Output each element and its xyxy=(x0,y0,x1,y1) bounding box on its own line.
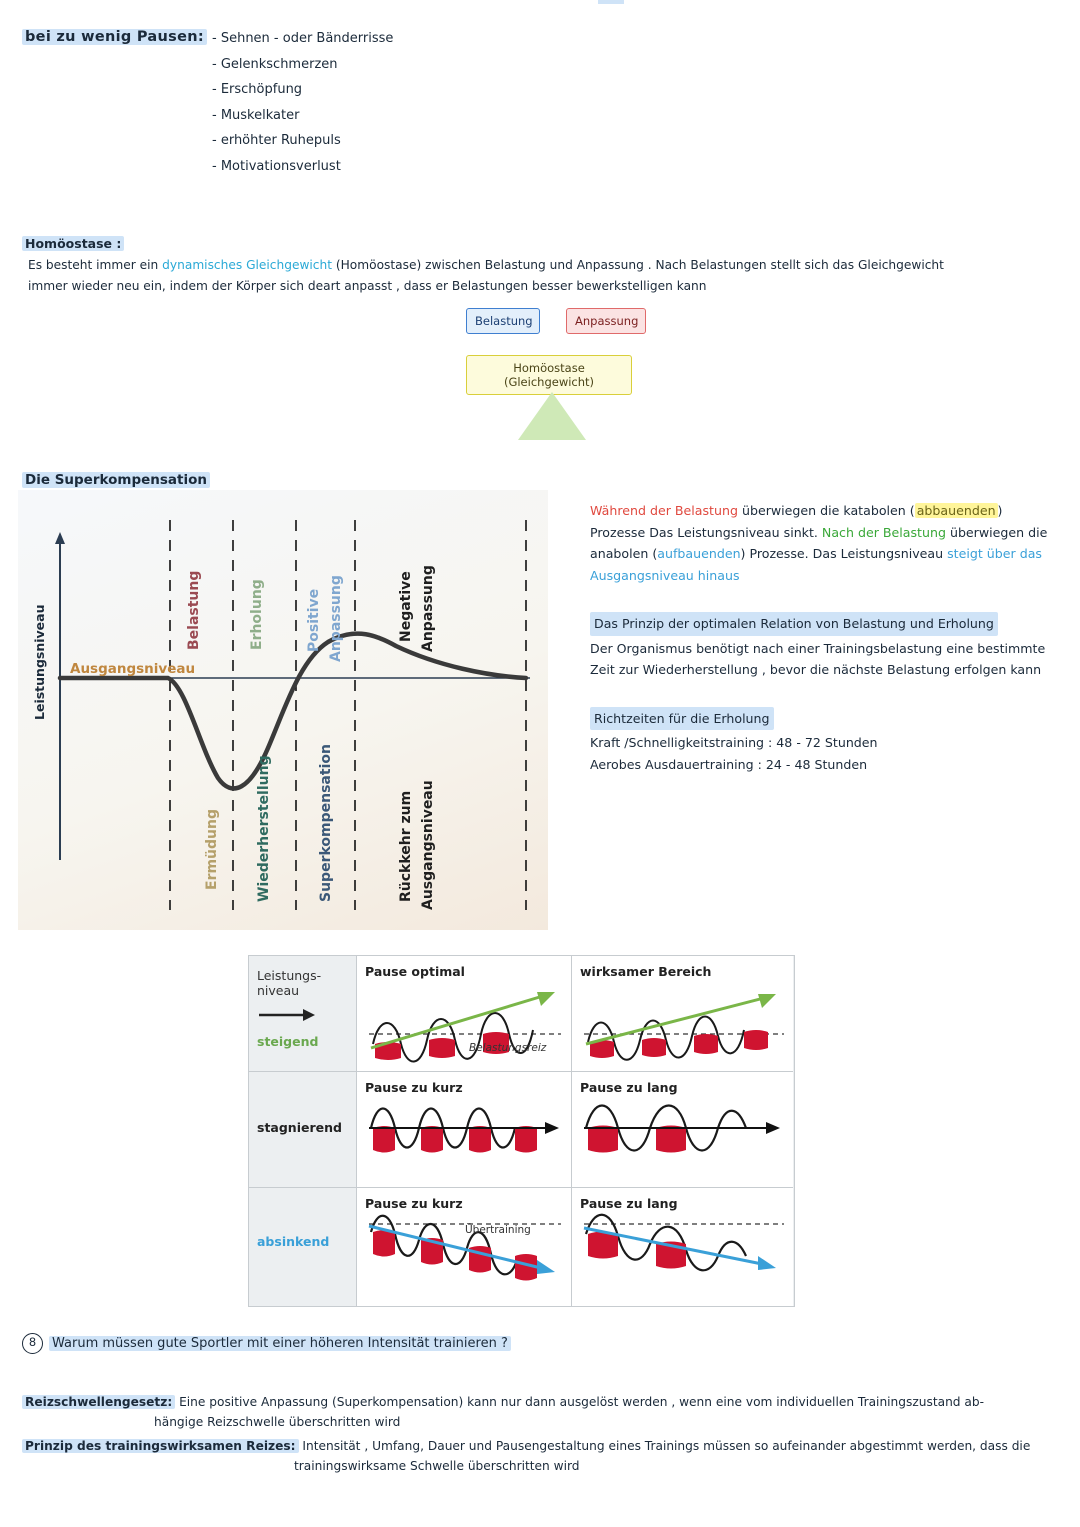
definition-line-1: Intensität , Umfang, Dauer und Pausengestaltung eines Trainings müssen so aufeinander abgestimmt werden, dass die xyxy=(302,1439,1031,1453)
list-item: - erhöhter Ruhepuls xyxy=(212,133,341,148)
pause-zu-kurz-diagram xyxy=(365,1098,565,1178)
box-belastung: Belastung xyxy=(466,308,540,334)
note-body-prinzip: Der Organismus benötigt nach einer Trainingsbelastung eine bestimmte Zeit zur Wiederherstellung , bevor die nächste Belastung erfolgen kann xyxy=(590,640,1046,677)
chart-title: Die Superkompensation xyxy=(22,472,210,488)
list-item: - Erschöpfung xyxy=(212,82,303,97)
arrow-up-icon xyxy=(257,1004,317,1026)
definitions-section xyxy=(22,1392,1062,1480)
triangle-shape xyxy=(518,392,586,440)
homoeostase-section xyxy=(22,236,1062,297)
pause-cell-zu-lang-absinkend: Pause zu lang xyxy=(572,1188,793,1306)
row-label-steigend: steigend xyxy=(257,1034,319,1049)
svg-text:Wiederherstellung: Wiederherstellung xyxy=(256,755,272,902)
page-top-marker xyxy=(598,0,624,4)
note-emph-aufbauenden: aufbauenden xyxy=(657,546,741,561)
definition-line-2: trainingswirksame Schwelle überschritten wird xyxy=(294,1459,580,1473)
note-richtzeit-1: Kraft /Schnelligkeitstraining : 48 - 72 Stunden xyxy=(590,735,878,750)
list-item: - Muskelkater xyxy=(212,107,300,123)
pause-table-axis-label: Leistungs- niveau steigend xyxy=(249,956,357,1072)
row-label-absinkend: absinkend xyxy=(257,1234,330,1249)
svg-text:Belastung: Belastung xyxy=(186,570,202,650)
pause-zu-lang-diagram xyxy=(580,1098,788,1178)
pause-cell-wirksam: wirksamer Bereich xyxy=(572,956,793,1072)
note-head-prinzip: Das Prinzip der optimalen Relation von Belastung und Erholung xyxy=(590,612,998,636)
homoeostase-text xyxy=(28,255,963,297)
svg-text:Rückkehr zum: Rückkehr zum xyxy=(398,790,414,902)
homoeostase-text-part2: (Homöostase) zwischen Belastung und Anpassung . Nach Belastungen stellt sich das Gleichgewicht immer wieder neu ein, indem der Körper sich deart anpasst , dass er Belastungen besser bewerkstelligen kann xyxy=(28,258,944,293)
question-row xyxy=(22,1333,511,1354)
note-emph-waehrend: Während der Belastung xyxy=(590,503,738,518)
definition-term: Reizschwellengesetz: xyxy=(22,1395,175,1409)
box-anpassung: Anpassung xyxy=(566,308,646,334)
svg-text:Ausgangsniveau: Ausgangsniveau xyxy=(70,661,196,677)
note-emph-nach: Nach der Belastung xyxy=(821,524,946,540)
homoeostase-highlight: dynamisches Gleichgewicht xyxy=(162,258,332,272)
top-section xyxy=(22,26,642,174)
pause-cell-zu-lang-stagnierend: Pause zu lang xyxy=(572,1072,793,1188)
pause-zu-lang-absinkend-diagram xyxy=(580,1210,788,1296)
annotation-uebertraining: Übertraining xyxy=(465,1224,531,1236)
row-label-cell-absinkend xyxy=(249,1188,357,1306)
definition-trainingswirksamer-reiz xyxy=(22,1436,1062,1476)
svg-text:Superkompensation: Superkompensation xyxy=(318,744,334,902)
supercompensation-chart xyxy=(18,490,548,930)
annotation-belastungsreiz: Belastungsreiz xyxy=(469,1042,547,1054)
note-head-richtzeiten: Richtzeiten für die Erholung xyxy=(590,707,774,731)
box-homoeostase: Homöostase (Gleichgewicht) xyxy=(466,355,632,395)
definition-line-1: Eine positive Anpassung (Superkompensation) kann nur dann ausgelöst werden , wenn eine vom individuellen Trainingszustand ab- xyxy=(179,1395,985,1409)
row-label-stagnierend: stagnierend xyxy=(257,1120,342,1135)
wirksamer-bereich-diagram xyxy=(580,982,788,1064)
question-number: 8 xyxy=(22,1333,43,1354)
svg-text:Anpassung: Anpassung xyxy=(420,565,436,652)
row-label-cell-stagnierend xyxy=(249,1072,357,1188)
svg-text:Ausgangsniveau: Ausgangsniveau xyxy=(420,780,436,910)
definition-reizschwellengesetz xyxy=(22,1392,1062,1432)
svg-text:Positive: Positive xyxy=(306,588,322,652)
note-paragraph-3 xyxy=(590,707,1060,776)
note-text-4: ) Prozesse. Das Leistungsniveau xyxy=(740,546,948,561)
pause-cell-zu-kurz-stagnierend: Pause zu kurz xyxy=(357,1072,572,1188)
uebertraining-diagram xyxy=(365,1210,565,1296)
homoeostase-label: Homöostase : xyxy=(22,236,124,251)
list-item: - Sehnen - oder Bänderrisse xyxy=(212,31,394,46)
homoeostase-text-part1: Es besteht immer ein xyxy=(28,258,163,272)
note-paragraph-2 xyxy=(590,612,1060,681)
definition-line-2: hängige Reizschwelle überschritten wird xyxy=(154,1415,401,1429)
list-item: - Motivationsverlust xyxy=(212,158,341,174)
question-text: Warum müssen gute Sportler mit einer höheren Intensität trainieren ? xyxy=(49,1336,511,1351)
pause-table-figure xyxy=(248,955,795,1307)
svg-text:Leistungsniveau: Leistungsniveau xyxy=(32,604,47,720)
definition-term: Prinzip des trainingswirksamen Reizes: xyxy=(22,1439,299,1453)
pause-cell-optimal: Pause optimal Belastungsreiz xyxy=(357,956,572,1072)
note-richtzeit-2: Aerobes Ausdauertraining : 24 - 48 Stunden xyxy=(590,756,868,772)
pause-cell-zu-kurz-absinkend: Pause zu kurz Übertraining xyxy=(357,1188,572,1306)
note-emph-steigt: steigt über das Ausgangsniveau hinaus xyxy=(590,546,1042,583)
note-text-3: überwiegen die anabolen ( xyxy=(590,524,1048,561)
note-text-1: überwiegen die katabolen ( xyxy=(737,503,915,518)
note-emph-abbauenden: abbauenden xyxy=(916,503,996,518)
svg-text:Negative: Negative xyxy=(398,571,414,642)
svg-text:Erholung: Erholung xyxy=(249,579,265,650)
note-paragraph-1 xyxy=(590,500,1060,586)
top-bullet-list xyxy=(212,26,393,179)
list-item: - Gelenkschmerzen xyxy=(212,56,338,72)
notes-panel xyxy=(590,500,1060,775)
note-text-2: ) Prozesse Das Leistungsniveau sinkt. xyxy=(590,503,1003,540)
svg-text:Anpassung: Anpassung xyxy=(328,575,344,662)
top-section-label: bei zu wenig Pausen: xyxy=(22,29,207,45)
svg-text:Ermüdung: Ermüdung xyxy=(204,809,220,890)
